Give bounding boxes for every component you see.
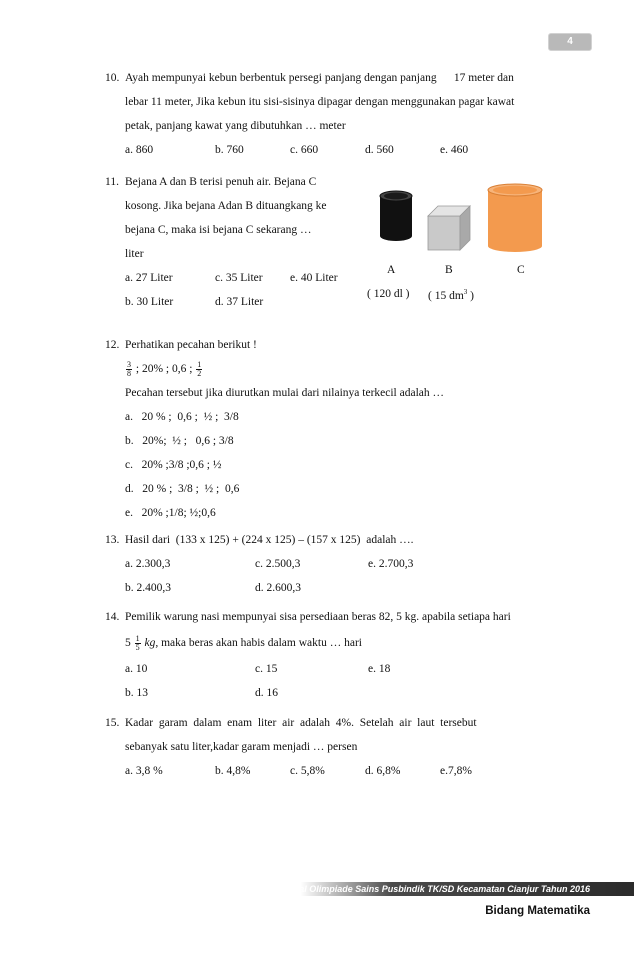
question-intro: Perhatikan pecahan berikut ! bbox=[125, 339, 257, 351]
question-10 bbox=[105, 66, 565, 162]
question-line: Pecahan tersebut jika diurutkan mulai dari nilainya terkecil adalah … bbox=[125, 387, 445, 399]
question-line: Bejana A dan B terisi penuh air. Bejana C bbox=[125, 176, 317, 188]
question-line: liter bbox=[125, 248, 144, 260]
question-15 bbox=[105, 711, 565, 783]
question-number: 12. bbox=[105, 339, 120, 351]
fraction-1-5: $\frac{1}{5}$ bbox=[135, 633, 140, 652]
question-number: 10. bbox=[105, 72, 120, 84]
question-line: Kadar garam dalam enam liter air adalah 4%. Setelah air laut tersebut bbox=[125, 717, 477, 729]
option-c[interactable]: c. 15 bbox=[255, 663, 278, 675]
container-a-icon bbox=[380, 191, 412, 241]
container-c-icon bbox=[488, 184, 542, 252]
option-e[interactable]: e. 2.700,3 bbox=[368, 558, 414, 570]
options-row bbox=[125, 552, 565, 576]
option-b[interactable]: b. 2.400,3 bbox=[125, 582, 171, 594]
option-e[interactable]: e. 460 bbox=[440, 144, 469, 156]
option-d[interactable]: d. 560 bbox=[365, 144, 394, 156]
options-row bbox=[125, 290, 355, 314]
question-text bbox=[125, 170, 355, 266]
option-e[interactable]: e. 40 Liter bbox=[290, 272, 338, 284]
option-d[interactable]: d. 20 % ; 3/8 ; ½ ; 0,6 bbox=[125, 483, 240, 495]
option-d[interactable]: d. 6,8% bbox=[365, 765, 401, 777]
option-b[interactable]: b. 760 bbox=[215, 144, 244, 156]
option-a[interactable]: a. 20 % ; 0,6 ; ½ ; 3/8 bbox=[125, 411, 239, 423]
option-b[interactable]: b. 13 bbox=[125, 687, 148, 699]
options-row bbox=[125, 657, 565, 681]
option-d[interactable]: d. 16 bbox=[255, 687, 278, 699]
options-row bbox=[125, 759, 565, 783]
option-e[interactable]: e.7,8% bbox=[440, 765, 472, 777]
question-12 bbox=[105, 333, 565, 525]
option-d[interactable]: d. 2.600,3 bbox=[255, 582, 301, 594]
question-line: Ayah mempunyai kebun berbentuk persegi panjang dengan panjang 17 meter dan bbox=[125, 72, 514, 84]
fraction-3-8: $\frac{3}{8}$ bbox=[127, 359, 131, 378]
question-line: petak, panjang kawat yang dibutuhkan … meter bbox=[125, 120, 346, 132]
question-number: 11. bbox=[105, 176, 119, 188]
container-c-label: C bbox=[517, 264, 525, 276]
options-row bbox=[125, 681, 565, 705]
option-a[interactable]: a. 2.300,3 bbox=[125, 558, 171, 570]
fraction-1-2: $\frac{1}{2}$ bbox=[197, 359, 202, 378]
question-text bbox=[125, 333, 565, 405]
option-a[interactable]: a. 3,8 % bbox=[125, 765, 163, 777]
container-b-label: B bbox=[445, 264, 453, 276]
question-text bbox=[125, 66, 565, 138]
question-line: Hasil dari (133 x 125) + (224 x 125) – (157 x 125) adalah …. bbox=[125, 534, 414, 546]
question-text bbox=[125, 528, 565, 552]
question-number: 14. bbox=[105, 611, 120, 623]
question-line: 5 $\frac{1}{5}$ kg, maka beras akan habis dalam waktu … hari bbox=[125, 633, 362, 652]
option-a[interactable]: a. 27 Liter bbox=[125, 272, 173, 284]
option-c[interactable]: c. 660 bbox=[290, 144, 319, 156]
option-a[interactable]: a. 860 bbox=[125, 144, 154, 156]
question-number: 13. bbox=[105, 534, 120, 546]
option-b[interactable]: b. 30 Liter bbox=[125, 296, 174, 308]
option-c[interactable]: c. 5,8% bbox=[290, 765, 325, 777]
container-b-capacity: ( 15 $dm^3$ ) bbox=[428, 288, 474, 302]
container-a-label: A bbox=[387, 264, 396, 276]
question-line: sebanyak satu liter,kadar garam menjadi … persen bbox=[125, 741, 358, 753]
container-b-icon bbox=[428, 206, 470, 250]
options-row bbox=[125, 266, 355, 290]
question-13 bbox=[105, 528, 565, 600]
container-a-capacity: ( 120 dl ) bbox=[367, 288, 410, 300]
option-e[interactable]: e. 20% ;1/8; ½;0,6 bbox=[125, 507, 216, 519]
question-line: kosong. Jika bejana Adan B dituangkang ke bbox=[125, 200, 327, 212]
question-text bbox=[125, 711, 565, 759]
option-d[interactable]: d. 37 Liter bbox=[215, 296, 264, 308]
question-14 bbox=[105, 605, 565, 705]
option-b[interactable]: b. 4,8% bbox=[215, 765, 251, 777]
question-line: bejana C, maka isi bejana C sekarang … bbox=[125, 224, 312, 236]
fraction-list: $\frac{3}{8}$ ; 20% ; 0,6 ; $\frac{1}{2}$ bbox=[127, 359, 202, 378]
question-number: 15. bbox=[105, 717, 120, 729]
option-e[interactable]: e. 18 bbox=[368, 663, 391, 675]
containers-figure bbox=[360, 176, 550, 256]
page-number: 4 bbox=[548, 33, 592, 51]
question-line: lebar 11 meter, Jika kebun itu sisi-sisinya dipagar dengan menggunakan pagar kawat bbox=[125, 96, 515, 108]
option-c[interactable]: c. 35 Liter bbox=[215, 272, 263, 284]
options-row bbox=[125, 138, 565, 162]
option-b[interactable]: b. 20%; ½ ; 0,6 ; 3/8 bbox=[125, 435, 234, 447]
option-a[interactable]: a. 10 bbox=[125, 663, 148, 675]
question-line: Pemilik warung nasi mempunyai sisa persediaan beras 82, 5 kg. apabila setiapa hari bbox=[125, 611, 511, 623]
options-row bbox=[125, 576, 565, 600]
option-c[interactable]: c. 20% ;3/8 ;0,6 ; ½ bbox=[125, 459, 222, 471]
footer-title: Soal Olimpiade Sains Pusbindik TK/SD Kecamatan Cianjur Tahun 2016 bbox=[287, 884, 590, 894]
question-11 bbox=[105, 170, 355, 314]
question-text bbox=[125, 605, 565, 657]
footer-subject: Bidang Matematika bbox=[485, 905, 590, 917]
option-c[interactable]: c. 2.500,3 bbox=[255, 558, 301, 570]
